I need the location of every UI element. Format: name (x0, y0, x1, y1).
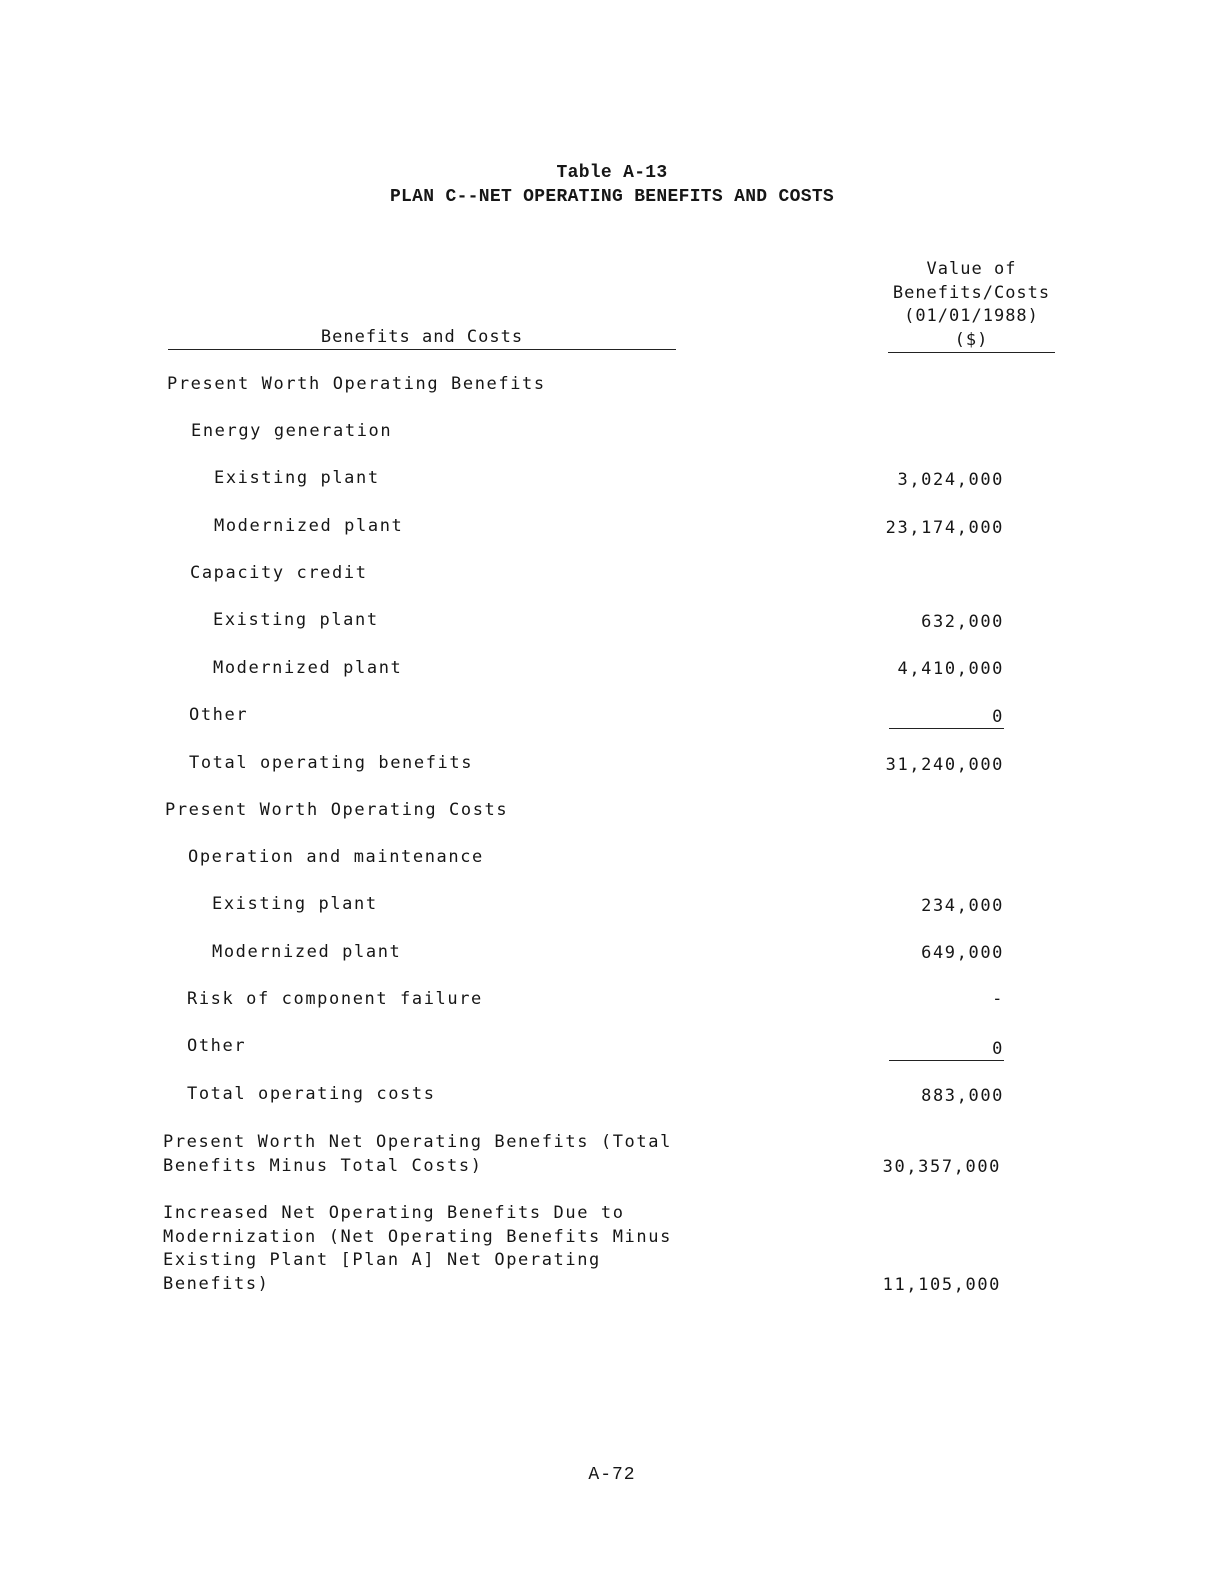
row-label-modernized-plant: Modernized plant (213, 658, 403, 678)
row-label-energy-generation: Energy generation (191, 421, 393, 441)
row-value: 632,000 (921, 612, 1004, 632)
row-value: 234,000 (921, 896, 1004, 916)
row-value: 11,105,000 (882, 1275, 1001, 1295)
column-header-value-line: Value of (926, 259, 1017, 279)
row-value: 3,024,000 (897, 470, 1004, 490)
column-header-value-line: (01/01/1988) (904, 306, 1039, 326)
row-value: 649,000 (921, 943, 1004, 963)
row-value: 883,000 (921, 1086, 1004, 1106)
row-label-modernized-plant: Modernized plant (214, 516, 404, 536)
row-value: 4,410,000 (897, 659, 1004, 679)
row-value: 0 (889, 707, 1004, 729)
row-label-other: Other (189, 705, 249, 725)
row-label-operation-maintenance: Operation and maintenance (188, 847, 484, 867)
row-label-total-operating-benefits: Total operating benefits (189, 753, 474, 773)
row-label-modernized-plant: Modernized plant (212, 942, 402, 962)
row-value-dash: - (992, 989, 1004, 1009)
row-label-increased-net-operating-benefits: Increased Net Operating Benefits Due to Modernization (Net Operating Benefits Minus Existing Plant [Plan A] Net Operating Benefits) (163, 1203, 672, 1294)
row-value: 0 (889, 1039, 1004, 1061)
column-header-value-line: Benefits/Costs (892, 282, 1051, 303)
row-label-risk-component-failure: Risk of component failure (187, 989, 483, 1009)
column-header-value-line: ($) (954, 329, 989, 350)
row-label-existing-plant: Existing plant (212, 894, 378, 914)
column-header-benefits-and-costs: Benefits and Costs (168, 327, 676, 350)
row-label-other: Other (187, 1036, 247, 1056)
table-title: PLAN C--NET OPERATING BENEFITS AND COSTS (389, 187, 835, 207)
row-value: 31,240,000 (885, 755, 1004, 775)
column-header-value (888, 258, 1055, 353)
row-value: 30,357,000 (882, 1157, 1001, 1177)
page-number: A-72 (588, 1465, 636, 1485)
row-label-total-operating-costs: Total operating costs (187, 1084, 436, 1104)
row-label-pw-net-operating-benefits: Present Worth Net Operating Benefits (Total Benefits Minus Total Costs) (163, 1132, 672, 1176)
row-label-capacity-credit: Capacity credit (190, 563, 368, 583)
row-label-pw-operating-benefits: Present Worth Operating Benefits (167, 374, 546, 394)
table-number: Table A-13 (556, 163, 668, 183)
row-value: 23,174,000 (885, 518, 1004, 538)
row-label-existing-plant: Existing plant (213, 610, 379, 630)
row-label-existing-plant: Existing plant (214, 468, 380, 488)
row-label-pw-operating-costs: Present Worth Operating Costs (165, 800, 509, 820)
